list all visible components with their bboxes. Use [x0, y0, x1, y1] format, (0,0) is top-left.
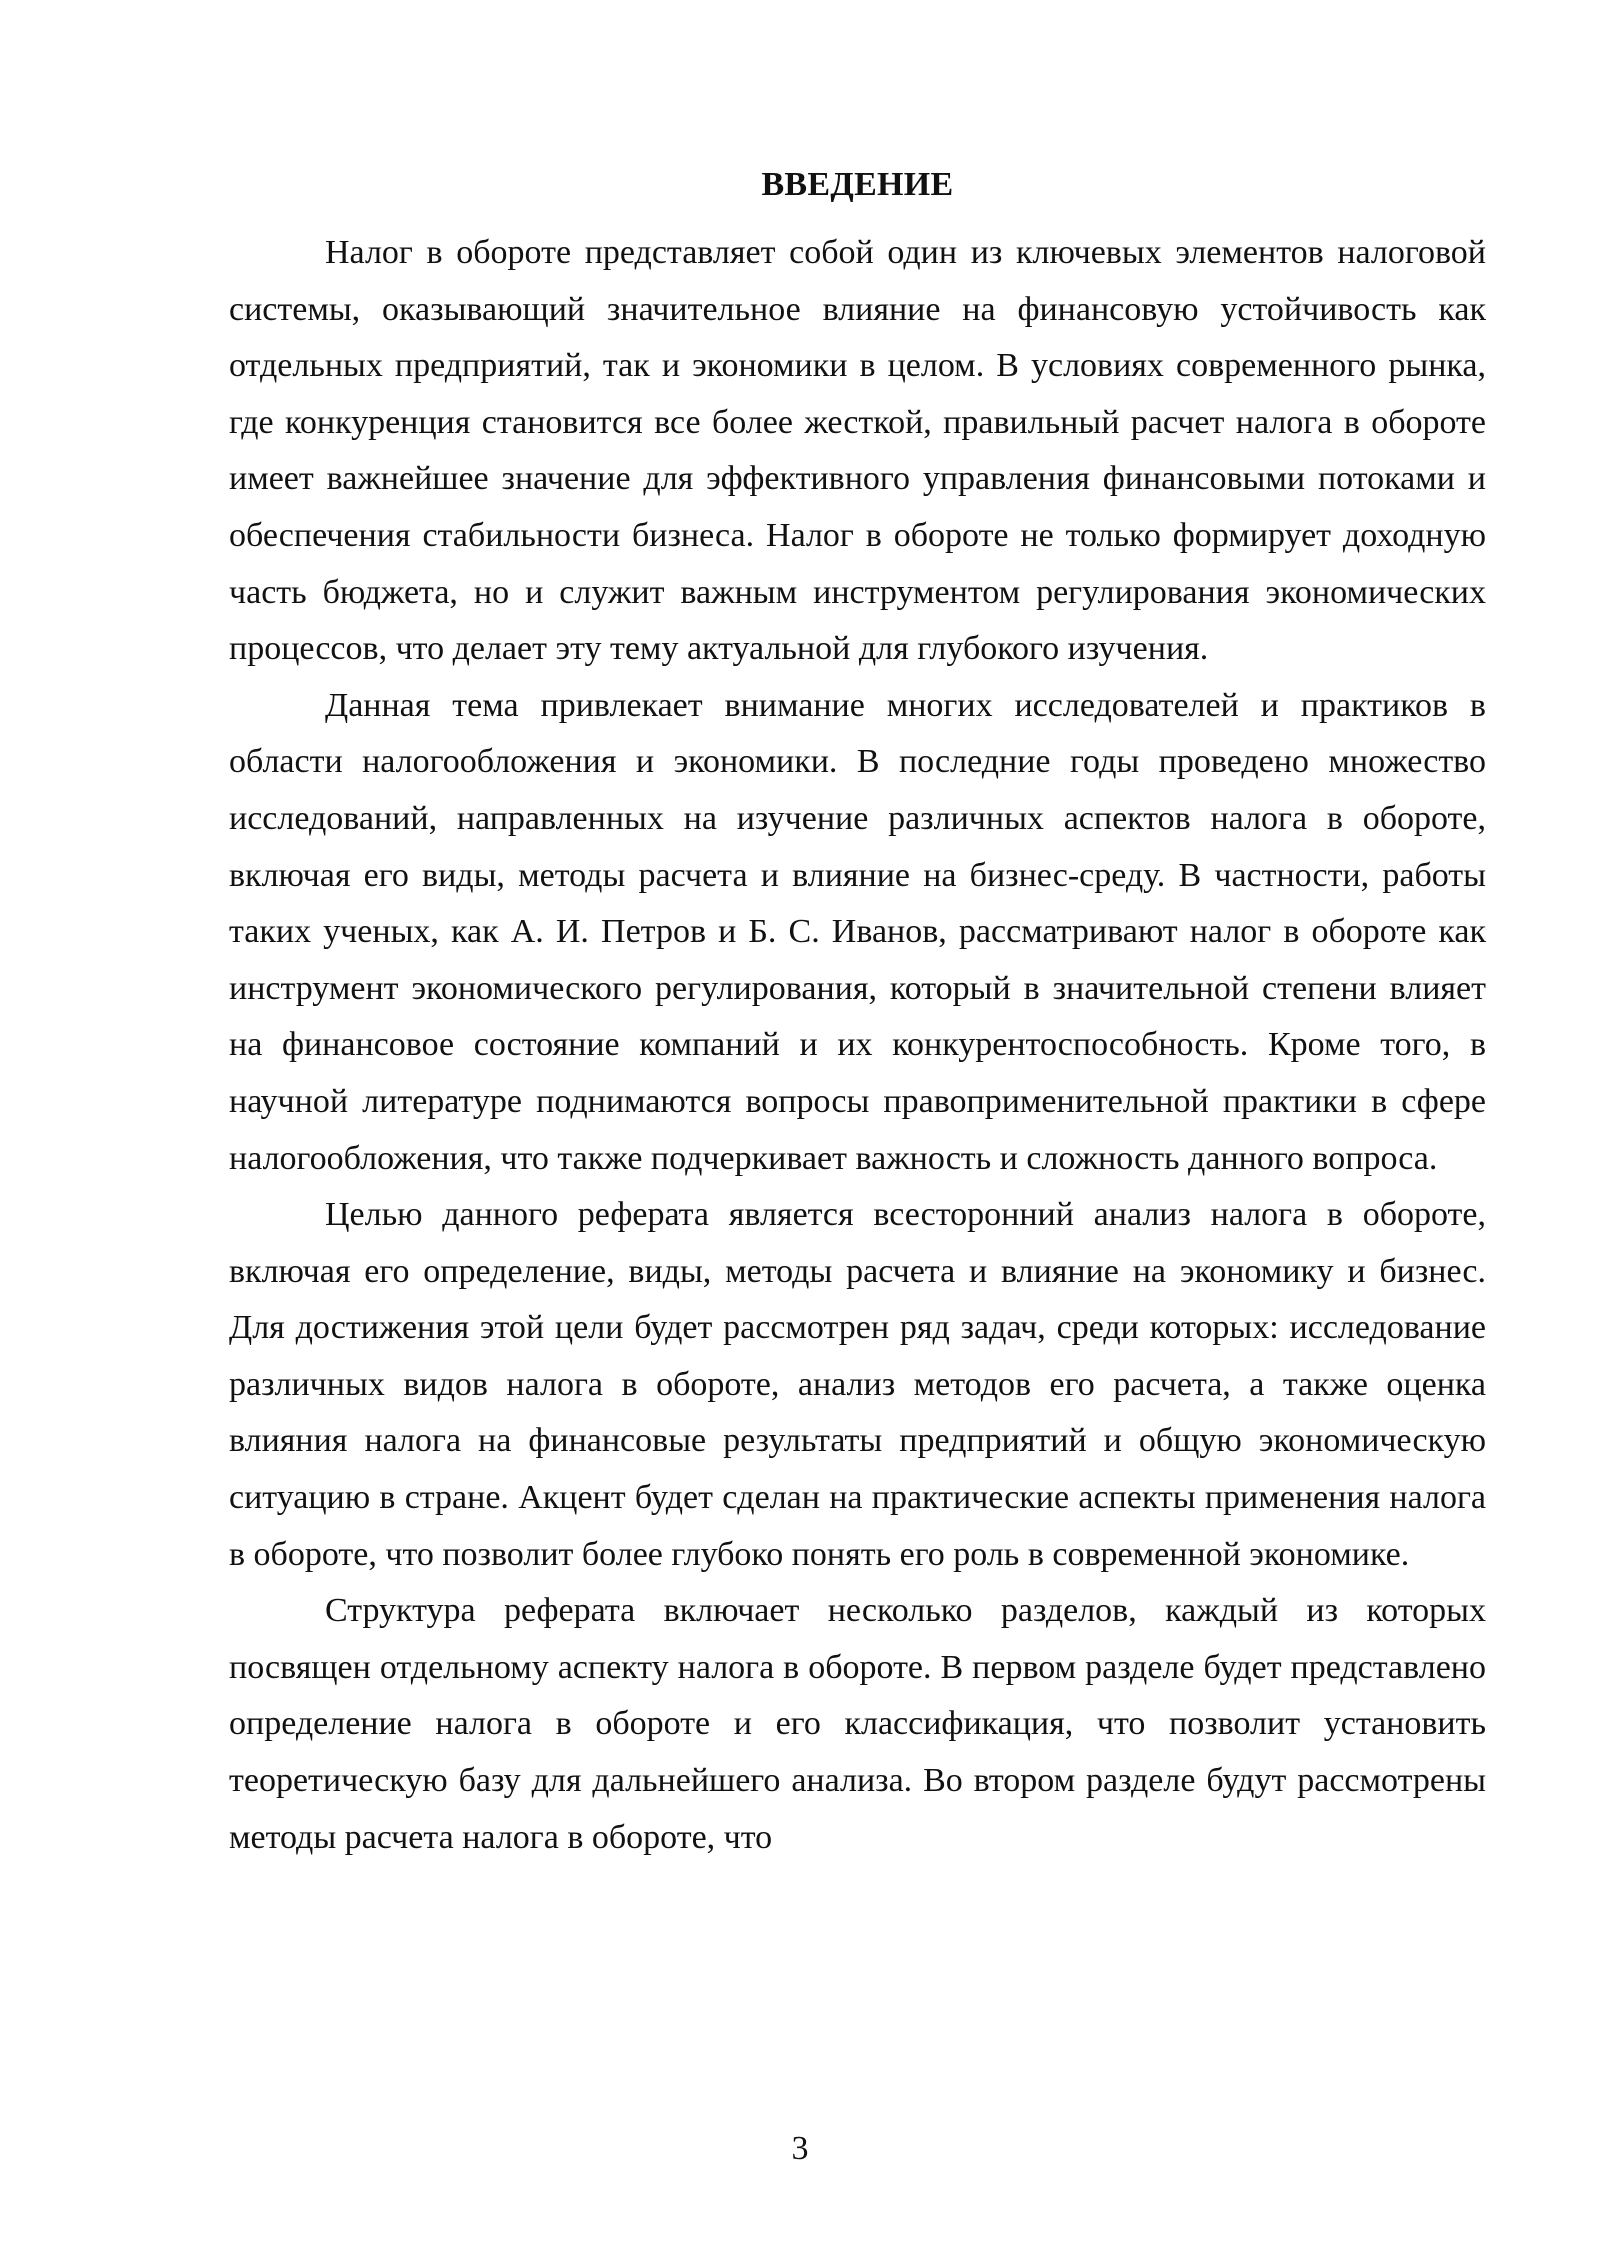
paragraph-3: Целью данного реферата является всесторонний анализ налога в обороте, включая его определение, виды, методы расчета и влияние на экономику и бизнес. Для достижения этой цели будет рассмотрен ряд задач, среди которых: исследование различных видов налога в обороте, анализ методов его расчета, а также оценка влияния налога на финансовые результаты предприятий и общую экономическую ситуацию в стране. Акцент будет сделан на практические аспекты применения налога в обороте, что позволит более глубоко понять его роль в современной экономике. — [229, 1196, 1486, 1573]
page-number: 3 — [791, 2130, 809, 2167]
paragraph-2: Данная тема привлекает внимание многих исследователей и практиков в области налогообложения и экономики. В последние годы проведено множество исследований, направленных на изучение различных аспектов налога в обороте, включая его виды, методы расчета и влияние на бизнес-среду. В частности, работы таких ученых, как А. И. Петров и Б. С. Иванов, рассматривают налог в обороте как инструмент экономического регулирования, который в значительной степени влияет на финансовое состояние компаний и их конкурентоспособность. Кроме того, в научной литературе поднимаются вопросы правоприменительной практики в сфере налогообложения, что также подчеркивает важность и сложность данного вопроса. — [229, 686, 1486, 1177]
page-title: ВВЕДЕНИЕ — [761, 166, 954, 203]
paragraph-4: Структура реферата включает несколько разделов, каждый из которых посвящен отдельному аспекту налога в обороте. В первом разделе будет представлено определение налога в обороте и его классификация, что позволит установить теоретическую базу для дальнейшего анализа. Во втором разделе будут рассмотрены методы расчета налога в обороте, что — [229, 1592, 1486, 1856]
paragraph-1: Налог в обороте представляет собой один из ключевых элементов налоговой системы, оказывающий значительное влияние на финансовую устойчивость как отдельных предприятий, так и экономики в целом. В условиях современного рынка, где конкуренция становится все более жесткой, правильный расчет налога в обороте имеет важнейшее значение для эффективного управления финансовыми потоками и обеспечения стабильности бизнеса. Налог в обороте не только формирует доходную часть бюджета, но и служит важным инструментом регулирования экономических процессов, что делает эту тему актуальной для глубокого изучения. — [229, 234, 1486, 668]
page-content — [229, 162, 1486, 1866]
